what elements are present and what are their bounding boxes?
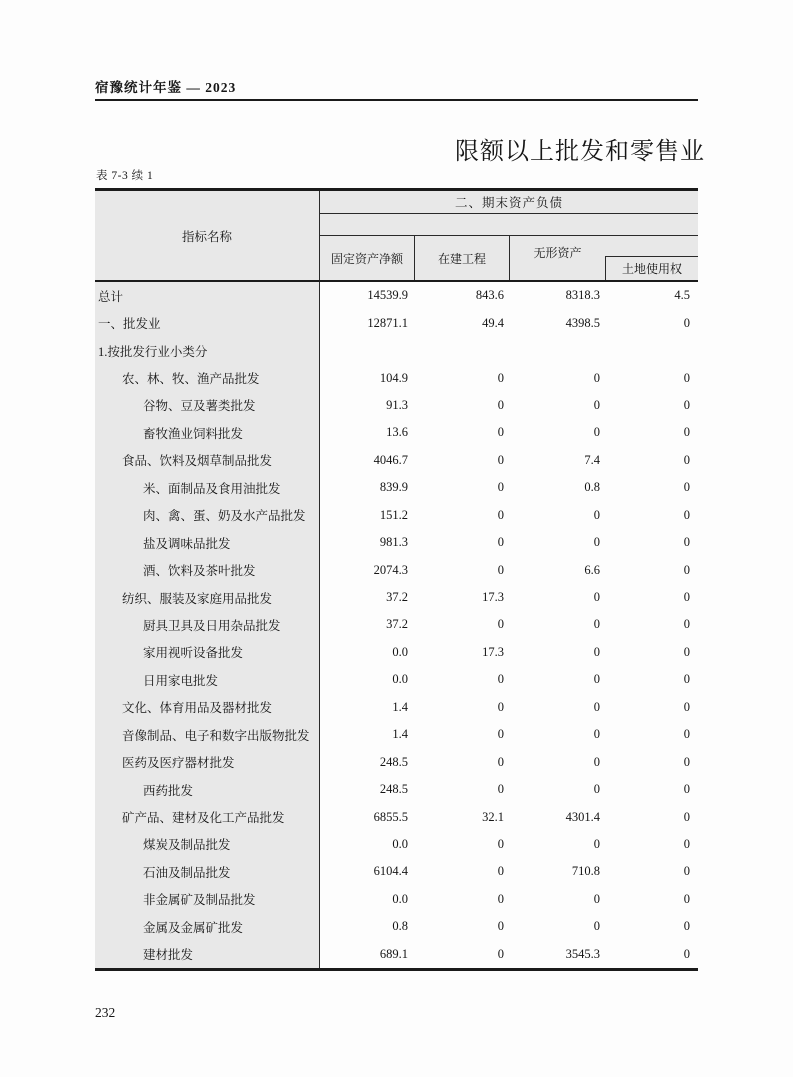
cell-value: 0 [497,425,504,440]
cell-value: 6855.5 [373,809,408,824]
row-label: 西药批发 [95,776,320,803]
cell-value: 0 [497,452,504,467]
cell-value: 6104.4 [373,864,408,879]
cell-value: 0 [683,754,690,769]
table-row [95,419,698,446]
header-right-area [320,191,698,280]
cell-value: 3545.3 [565,946,600,961]
column-header-intangible-group [510,236,698,280]
cell-value: 0 [593,425,600,440]
cell-value: 7.4 [584,452,600,467]
cell-value: 0 [683,452,690,467]
running-head: 宿豫统计年鉴 — 2023 [95,80,237,95]
table-row [95,941,698,968]
cell-value: 0 [683,590,690,605]
cell-value: 0 [683,562,690,577]
cell-value: 0 [683,919,690,934]
cell-value: 12871.1 [367,315,408,330]
cell-value: 0 [683,535,690,550]
cell-value: 0 [683,699,690,714]
cell-value: 32.1 [482,809,504,824]
row-label: 煤炭及制品批发 [95,831,320,858]
cell-value: 17.3 [482,644,504,659]
running-head-rule [95,99,698,101]
row-label: 1.按批发行业小类分 [95,337,320,364]
cell-value: 0 [593,891,600,906]
table-row [95,694,698,721]
table-row [95,282,698,309]
table-row [95,529,698,556]
table-row [95,392,698,419]
column-header-construction: 在建工程 [415,236,510,280]
cell-value: 0 [593,782,600,797]
statistics-table [95,188,698,971]
table-row [95,886,698,913]
cell-value: 0 [593,836,600,851]
row-label: 总计 [95,282,320,309]
cell-value: 0 [497,836,504,851]
cell-value: 248.5 [379,754,408,769]
cell-value: 0 [593,919,600,934]
cell-value: 0 [593,754,600,769]
table-row [95,611,698,638]
row-label: 纺织、服装及家庭用品批发 [95,584,320,611]
cell-value [605,337,698,364]
table-row [95,502,698,529]
row-label: 米、面制品及食用油批发 [95,474,320,501]
cell-value: 0.0 [392,644,408,659]
table-row [95,666,698,693]
cell-value: 49.4 [482,315,504,330]
cell-value: 0 [593,370,600,385]
cell-value: 981.3 [379,535,408,550]
cell-value: 0.8 [584,480,600,495]
cell-value: 17.3 [482,590,504,605]
cell-value: 0 [683,727,690,742]
cell-value: 0 [683,864,690,879]
cell-value: 0 [497,535,504,550]
cell-value [415,337,510,364]
cell-value: 0 [593,590,600,605]
cell-value: 0 [497,782,504,797]
column-header-fixed-assets: 固定资产净额 [320,236,415,280]
cell-value: 4.5 [674,288,690,303]
table-row [95,639,698,666]
table-row [95,337,698,364]
cell-value: 0 [497,727,504,742]
cell-value: 91.3 [386,397,408,412]
row-label: 家用视听设备批发 [95,639,320,666]
cell-value: 0 [683,425,690,440]
row-label: 日用家电批发 [95,666,320,693]
cell-value: 4046.7 [373,452,408,467]
cell-value: 8318.3 [565,288,600,303]
cell-value: 843.6 [475,288,504,303]
table-row [95,858,698,885]
cell-value: 0 [497,562,504,577]
cell-value: 1.4 [392,727,408,742]
table-row [95,776,698,803]
cell-value: 0 [497,507,504,522]
cell-value: 0 [683,315,690,330]
cell-value [510,337,605,364]
cell-value: 0 [593,535,600,550]
cell-value: 0 [683,782,690,797]
cell-value: 0 [497,946,504,961]
row-label: 音像制品、电子和数字出版物批发 [95,721,320,748]
cell-value: 0 [497,672,504,687]
cell-value: 0 [683,809,690,824]
cell-value: 104.9 [379,370,408,385]
subheader-row [320,236,698,280]
cell-value: 0.0 [392,672,408,687]
row-label: 盐及调味品批发 [95,529,320,556]
cell-value: 0 [593,727,600,742]
table-header [95,191,698,282]
table-row [95,721,698,748]
table-row [95,447,698,474]
cell-value: 37.2 [386,590,408,605]
cell-value: 4398.5 [565,315,600,330]
cell-value: 4301.4 [565,809,600,824]
header-spacer-row [320,214,698,236]
cell-value: 0 [683,480,690,495]
cell-value: 0 [497,754,504,769]
row-label: 金属及金属矿批发 [95,913,320,940]
column-header-land-use: 土地使用权 [605,256,698,280]
row-label: 畜牧渔业饲料批发 [95,419,320,446]
cell-value: 0.0 [392,836,408,851]
table-row [95,803,698,830]
table-row [95,913,698,940]
section-title: 限额以上批发和零售业 [455,139,705,165]
cell-value: 248.5 [379,782,408,797]
cell-value: 0 [683,370,690,385]
cell-value: 0 [497,480,504,495]
row-label: 食品、饮料及烟草制品批发 [95,447,320,474]
cell-value: 0 [683,836,690,851]
table-caption: 表 7-3 续 1 [96,170,154,182]
row-label: 文化、体育用品及器材批发 [95,694,320,721]
table-row [95,474,698,501]
cell-value: 0 [683,891,690,906]
row-label: 厨具卫具及日用杂品批发 [95,611,320,638]
cell-value: 0 [683,672,690,687]
row-label: 非金属矿及制品批发 [95,886,320,913]
corner-header-cell: 指标名称 [95,191,320,280]
table-row [95,831,698,858]
table-row [95,556,698,583]
cell-value: 0 [497,699,504,714]
cell-value: 689.1 [379,946,408,961]
cell-value: 1.4 [392,699,408,714]
cell-value: 0 [593,507,600,522]
cell-value: 0.0 [392,891,408,906]
cell-value: 0 [497,891,504,906]
table-row [95,584,698,611]
cell-value: 0 [497,617,504,632]
cell-value: 0 [683,946,690,961]
group-header-cell: 二、期末资产负债 [320,191,698,214]
cell-value: 0 [593,699,600,714]
cell-value: 0 [683,644,690,659]
cell-value: 0 [593,672,600,687]
cell-value: 0.8 [392,919,408,934]
cell-value: 13.6 [386,425,408,440]
cell-value: 0 [593,644,600,659]
table-row [95,364,698,391]
row-label: 谷物、豆及薯类批发 [95,392,320,419]
table-body [95,282,698,968]
row-label: 建材批发 [95,941,320,968]
cell-value: 14539.9 [367,288,408,303]
cell-value: 839.9 [379,480,408,495]
row-label: 农、林、牧、渔产品批发 [95,364,320,391]
cell-value: 0 [593,397,600,412]
cell-value: 0 [683,617,690,632]
cell-value: 0 [497,864,504,879]
cell-value [320,337,415,364]
cell-value: 0 [497,397,504,412]
table-row [95,309,698,336]
column-header-intangible: 无形资产 [533,246,582,261]
page-number: 232 [95,1005,116,1020]
row-label: 医药及医疗器材批发 [95,748,320,775]
row-label: 石油及制品批发 [95,858,320,885]
cell-value: 0 [683,397,690,412]
table-row [95,748,698,775]
cell-value: 0 [683,507,690,522]
row-label: 矿产品、建材及化工产品批发 [95,803,320,830]
cell-value: 37.2 [386,617,408,632]
cell-value: 0 [497,919,504,934]
cell-value: 710.8 [571,864,600,879]
cell-value: 0 [497,370,504,385]
cell-value: 2074.3 [373,562,408,577]
row-label: 酒、饮料及茶叶批发 [95,556,320,583]
row-label: 肉、禽、蛋、奶及水产品批发 [95,502,320,529]
cell-value: 0 [593,617,600,632]
row-label: 一、批发业 [95,309,320,336]
cell-value: 151.2 [379,507,408,522]
cell-value: 6.6 [584,562,600,577]
